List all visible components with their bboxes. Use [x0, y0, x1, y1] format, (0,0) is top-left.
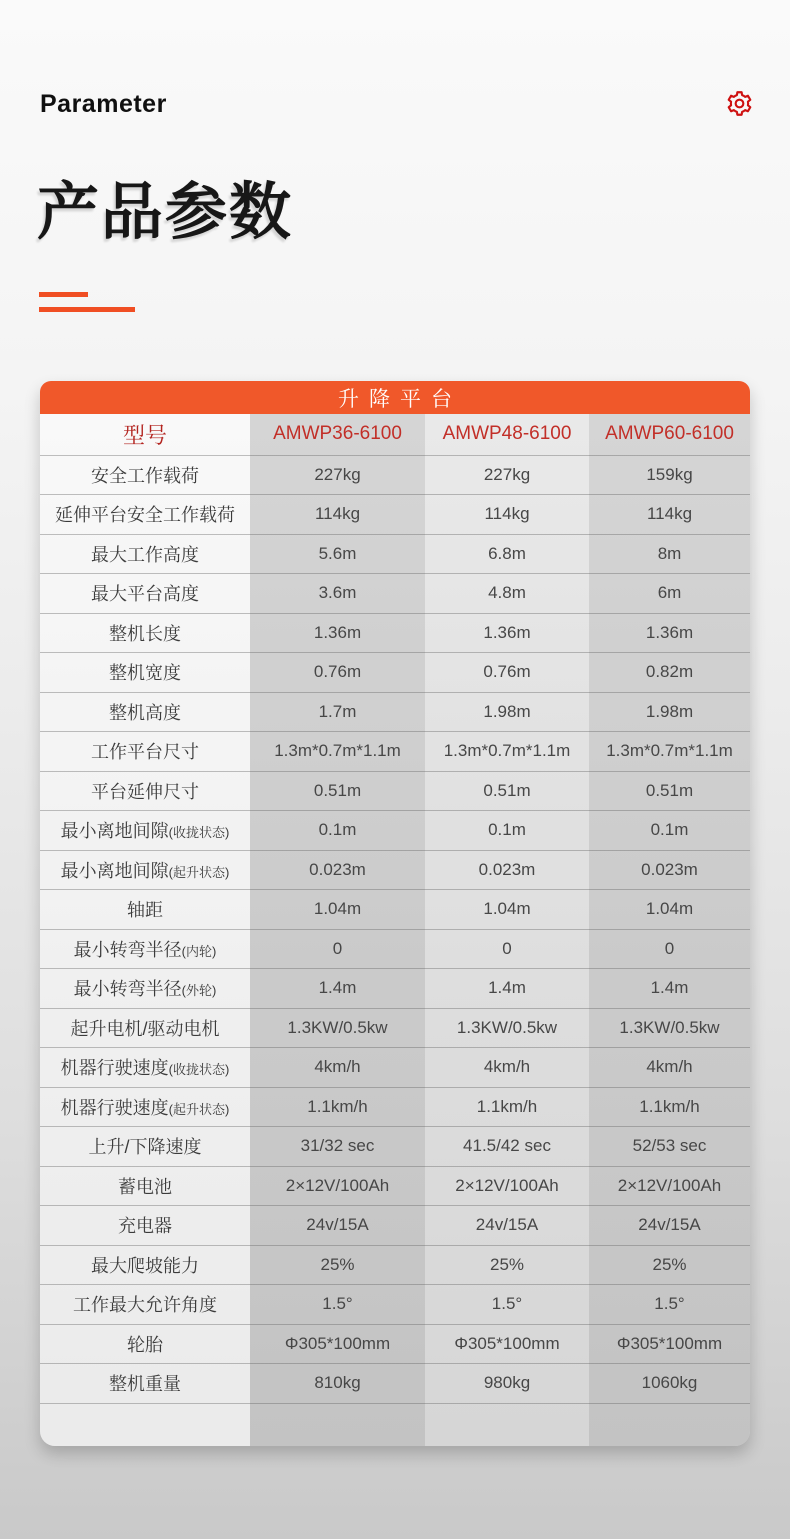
spec-value-amwp36: 114kg	[250, 495, 425, 535]
spec-value-amwp48: 4km/h	[425, 1048, 589, 1088]
table-row	[40, 1008, 750, 1048]
spec-value-amwp60: 1.4m	[589, 969, 750, 1009]
spec-value-amwp36: Φ305*100mm	[250, 1324, 425, 1364]
table-row	[40, 1364, 750, 1404]
spec-label: 整机宽度	[40, 653, 250, 693]
spec-label: 最小转弯半径(外轮)	[40, 969, 250, 1009]
spec-label: 工作平台尺寸	[40, 732, 250, 772]
spec-value-amwp60: 25%	[589, 1245, 750, 1285]
spec-value-amwp60: 1.1km/h	[589, 1087, 750, 1127]
table-row	[40, 1048, 750, 1088]
spec-value-amwp36: 0.51m	[250, 771, 425, 811]
table-row	[40, 1087, 750, 1127]
spec-value-amwp60: 1.5°	[589, 1285, 750, 1325]
table-row	[40, 1127, 750, 1167]
spec-value-amwp36: 1.3m*0.7m*1.1m	[250, 732, 425, 772]
table-row	[40, 1324, 750, 1364]
table-row	[40, 929, 750, 969]
spec-value-amwp48: 0.023m	[425, 850, 589, 890]
spec-value-amwp36: 810kg	[250, 1364, 425, 1404]
spec-value-amwp36: 24v/15A	[250, 1206, 425, 1246]
model-name-amwp36: AMWP36-6100	[250, 414, 425, 455]
spec-label: 最小转弯半径(内轮)	[40, 929, 250, 969]
model-column-header: 型号	[40, 414, 250, 455]
table-row	[40, 850, 750, 890]
table-row	[40, 1245, 750, 1285]
table-row	[40, 969, 750, 1009]
spec-value-amwp60: 1060kg	[589, 1364, 750, 1404]
spec-value-amwp36: 1.1km/h	[250, 1087, 425, 1127]
spec-label: 最大工作高度	[40, 534, 250, 574]
table-row	[40, 574, 750, 614]
spec-label: 安全工作载荷	[40, 455, 250, 495]
spec-value-amwp48: 4.8m	[425, 574, 589, 614]
spec-value-amwp36: 1.4m	[250, 969, 425, 1009]
spec-table-card	[40, 381, 750, 1446]
spec-value-amwp60: 1.3KW/0.5kw	[589, 1008, 750, 1048]
table-row	[40, 653, 750, 693]
spec-value-amwp60: 159kg	[589, 455, 750, 495]
spec-value-amwp48: 114kg	[425, 495, 589, 535]
spec-value-amwp60: 0.1m	[589, 811, 750, 851]
table-row	[40, 1285, 750, 1325]
spec-value-amwp48: 227kg	[425, 455, 589, 495]
page-title: 产品参数	[37, 178, 294, 247]
spec-value-amwp48: 1.1km/h	[425, 1087, 589, 1127]
spec-value-amwp36	[250, 1403, 425, 1446]
spec-value-amwp36: 25%	[250, 1245, 425, 1285]
spec-label	[40, 1403, 250, 1446]
spec-value-amwp60: 1.36m	[589, 613, 750, 653]
spec-value-amwp60: Φ305*100mm	[589, 1324, 750, 1364]
spec-value-amwp36: 0.76m	[250, 653, 425, 693]
spec-label: 最大爬坡能力	[40, 1245, 250, 1285]
spec-value-amwp48: 1.3m*0.7m*1.1m	[425, 732, 589, 772]
spec-table-body	[40, 455, 750, 1446]
model-name-amwp48: AMWP48-6100	[425, 414, 589, 455]
spec-value-amwp60: 1.98m	[589, 692, 750, 732]
spec-value-amwp36: 0	[250, 929, 425, 969]
spec-value-amwp36: 5.6m	[250, 534, 425, 574]
spec-value-amwp36: 1.7m	[250, 692, 425, 732]
spec-value-amwp48: 1.4m	[425, 969, 589, 1009]
spec-value-amwp48: Φ305*100mm	[425, 1324, 589, 1364]
spec-value-amwp48: 1.98m	[425, 692, 589, 732]
model-name-amwp60: AMWP60-6100	[589, 414, 750, 455]
spec-value-amwp60: 4km/h	[589, 1048, 750, 1088]
spec-label: 最小离地间隙(收拢状态)	[40, 811, 250, 851]
spec-value-amwp60: 8m	[589, 534, 750, 574]
spec-value-amwp36: 1.36m	[250, 613, 425, 653]
spec-value-amwp48: 24v/15A	[425, 1206, 589, 1246]
spec-value-amwp48: 0.51m	[425, 771, 589, 811]
spec-value-amwp60: 0.82m	[589, 653, 750, 693]
accent-line-short	[39, 292, 88, 297]
table-row	[40, 1166, 750, 1206]
spec-label: 机器行驶速度(收拢状态)	[40, 1048, 250, 1088]
accent-line-long	[39, 307, 135, 312]
spec-value-amwp36: 227kg	[250, 455, 425, 495]
spec-value-amwp36: 2×12V/100Ah	[250, 1166, 425, 1206]
spec-label: 最大平台高度	[40, 574, 250, 614]
gear-icon	[726, 90, 753, 117]
spec-value-amwp60: 52/53 sec	[589, 1127, 750, 1167]
spec-label: 整机长度	[40, 613, 250, 653]
spec-label: 平台延伸尺寸	[40, 771, 250, 811]
table-row	[40, 890, 750, 930]
table-row	[40, 771, 750, 811]
spec-value-amwp36: 0.1m	[250, 811, 425, 851]
table-row	[40, 811, 750, 851]
spec-value-amwp36: 1.04m	[250, 890, 425, 930]
spec-label: 轮胎	[40, 1324, 250, 1364]
spec-value-amwp60: 6m	[589, 574, 750, 614]
spec-value-amwp60: 114kg	[589, 495, 750, 535]
spec-value-amwp48: 980kg	[425, 1364, 589, 1404]
spec-label: 整机高度	[40, 692, 250, 732]
spec-value-amwp60: 0.51m	[589, 771, 750, 811]
spec-label: 轴距	[40, 890, 250, 930]
spec-value-amwp36: 1.5°	[250, 1285, 425, 1325]
spec-value-amwp48: 25%	[425, 1245, 589, 1285]
spec-value-amwp60: 2×12V/100Ah	[589, 1166, 750, 1206]
spec-value-amwp36: 0.023m	[250, 850, 425, 890]
spec-value-amwp48	[425, 1403, 589, 1446]
spec-label: 延伸平台安全工作载荷	[40, 495, 250, 535]
spec-value-amwp60: 1.04m	[589, 890, 750, 930]
spec-value-amwp60: 24v/15A	[589, 1206, 750, 1246]
spec-label: 上升/下降速度	[40, 1127, 250, 1167]
spec-value-amwp60	[589, 1403, 750, 1446]
spec-value-amwp48: 1.36m	[425, 613, 589, 653]
spec-label: 整机重量	[40, 1364, 250, 1404]
section-eyebrow: Parameter	[40, 90, 167, 118]
spec-value-amwp60: 0.023m	[589, 850, 750, 890]
spec-value-amwp36: 3.6m	[250, 574, 425, 614]
table-spacer-row	[40, 1403, 750, 1446]
spec-value-amwp48: 0.76m	[425, 653, 589, 693]
table-row	[40, 613, 750, 653]
spec-label: 最小离地间隙(起升状态)	[40, 850, 250, 890]
spec-value-amwp48: 2×12V/100Ah	[425, 1166, 589, 1206]
spec-value-amwp48: 1.04m	[425, 890, 589, 930]
table-row	[40, 455, 750, 495]
spec-value-amwp36: 4km/h	[250, 1048, 425, 1088]
spec-value-amwp48: 1.5°	[425, 1285, 589, 1325]
spec-label: 机器行驶速度(起升状态)	[40, 1087, 250, 1127]
table-row	[40, 534, 750, 574]
spec-value-amwp36: 1.3KW/0.5kw	[250, 1008, 425, 1048]
spec-value-amwp48: 6.8m	[425, 534, 589, 574]
table-row	[40, 732, 750, 772]
spec-label: 充电器	[40, 1206, 250, 1246]
spec-value-amwp60: 1.3m*0.7m*1.1m	[589, 732, 750, 772]
spec-value-amwp36: 31/32 sec	[250, 1127, 425, 1167]
spec-table	[40, 414, 750, 1446]
model-header-row	[40, 414, 750, 455]
spec-value-amwp48: 41.5/42 sec	[425, 1127, 589, 1167]
table-row	[40, 692, 750, 732]
table-row	[40, 495, 750, 535]
table-section-title: 升降平台	[40, 381, 750, 414]
table-row	[40, 1206, 750, 1246]
spec-value-amwp48: 0	[425, 929, 589, 969]
spec-label: 起升电机/驱动电机	[40, 1008, 250, 1048]
spec-value-amwp60: 0	[589, 929, 750, 969]
spec-value-amwp48: 0.1m	[425, 811, 589, 851]
spec-value-amwp48: 1.3KW/0.5kw	[425, 1008, 589, 1048]
spec-label: 工作最大允许角度	[40, 1285, 250, 1325]
spec-label: 蓄电池	[40, 1166, 250, 1206]
